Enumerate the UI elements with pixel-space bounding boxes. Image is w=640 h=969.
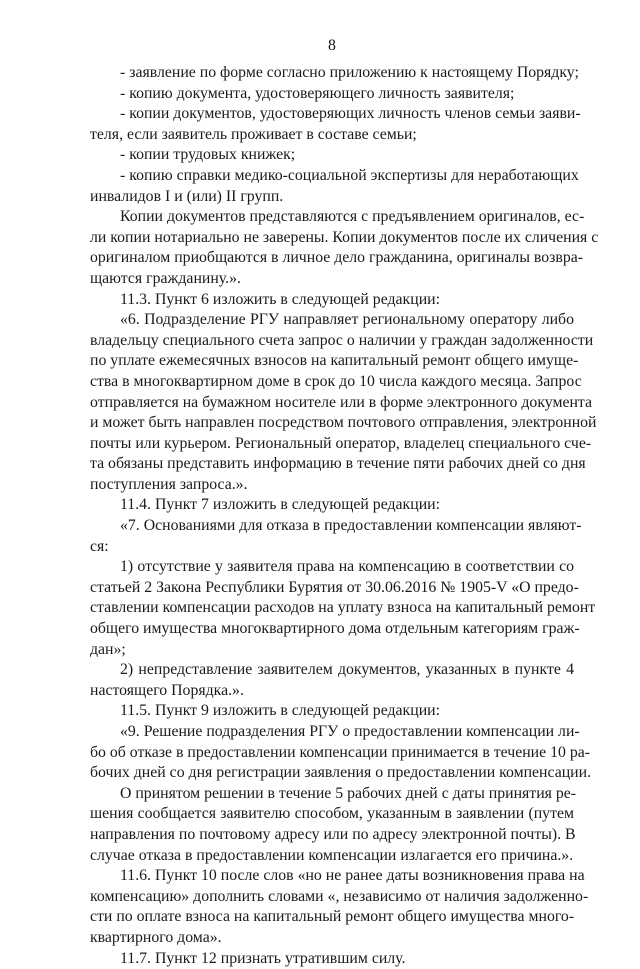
text-line: 11.5. Пункт 9 изложить в следующей редакции: <box>120 702 440 720</box>
text-line: владельцу специального счета запрос о наличии у граждан задолженности <box>90 331 594 349</box>
text-line: бо об отказе в предоставлении компенсации принимается в течение 10 ра- <box>90 743 591 761</box>
text-line: - копии документов, удостоверяющих личность членов семьи заяви- <box>120 105 581 123</box>
text-line: настоящего Порядка.». <box>90 681 244 699</box>
text-line: почты или курьером. Региональный оператор, владелец специального сче- <box>90 434 592 452</box>
text-line: шения сообщается заявителю способом, указанным в заявлении (путем <box>90 805 574 823</box>
text-line: - копии трудовых книжек; <box>120 146 296 164</box>
text-line: - копию справки медико-социальной экспертизы для неработающих <box>120 166 579 184</box>
text-line: 11.4. Пункт 7 изложить в следующей редакции: <box>120 496 440 514</box>
text-line: по уплате ежемесячных взносов на капитальный ремонт общего имуще- <box>90 352 579 370</box>
text-line: щаются гражданину.». <box>90 269 241 287</box>
text-line: - копию документа, удостоверяющего личность заявителя; <box>120 84 515 102</box>
text-line: «9. Решение подразделения РГУ о предоставлении компенсации ли- <box>120 723 580 740</box>
text-line: - заявление по форме согласно приложению к настоящему Порядку; <box>120 64 579 81</box>
text-line: дан»; <box>90 640 126 658</box>
text-line: та обязаны представить информацию в течение пяти рабочих дней со дня <box>90 455 586 473</box>
text-line: ставлении компенсации расходов на уплату взноса на капитальный ремонт <box>90 599 596 617</box>
text-line: статьей 2 Закона Республики Бурятия от 30.06.2016 № 1905-V «О предо- <box>90 578 579 596</box>
text-line: инвалидов I и (или) II групп. <box>90 187 284 205</box>
text-line: отправляется на бумажном носителе или в форме электронного документа <box>90 393 593 411</box>
text-line: случае отказа в предоставлении компенсации излагается его причина.». <box>90 846 574 864</box>
text-line: Копии документов представляются с предъявлением оригиналов, ес- <box>120 208 585 226</box>
text-line: «7. Основаниями для отказа в предоставлении компенсации являют- <box>120 517 582 535</box>
text-line: и может быть направлен посредством почтового отправления, электронной <box>90 414 597 432</box>
text-line: О принятом решении в течение 5 рабочих дней с даты принятия ре- <box>120 784 577 802</box>
text-line: поступления запроса.». <box>90 475 248 493</box>
text-line: оригиналом приобщаются в личное дело гражданина, оригиналы возвра- <box>90 249 583 267</box>
text-line: ли копии нотариально не заверены. Копии документов после их сличения с <box>90 228 599 246</box>
text-line: ства в многоквартирном доме в срок до 10 числа каждого месяца. Запрос <box>90 372 582 390</box>
text-line: направления по почтовому адресу или по адресу электронной почты). В <box>90 825 576 843</box>
text-line: 1) отсутствие у заявителя права на компенсацию в соответствии со <box>120 558 574 576</box>
text-line: бочих дней со дня регистрации заявления о предоставлении компенсации. <box>90 764 592 782</box>
text-line: 11.3. Пункт 6 изложить в следующей редакции: <box>120 290 440 308</box>
text-line: квартирного дома». <box>90 928 222 946</box>
text-line: «6. Подразделение РГУ направляет региональному оператору либо <box>120 311 574 329</box>
text-line: ся: <box>90 537 109 555</box>
text-line: компенсацию» дополнить словами «, независимо от наличия задолженно- <box>90 887 589 905</box>
text-line: 11.7. Пункт 12 признать утратившим силу. <box>120 949 406 967</box>
page-number: 8 <box>328 37 336 54</box>
text-line: сти по оплате взноса на капитальный ремонт общего имущества много- <box>90 908 575 926</box>
text-line: 11.6. Пункт 10 после слов «но не ранее даты возникновения права на <box>120 867 585 885</box>
text-line: теля, если заявитель проживает в составе семьи; <box>90 125 417 143</box>
document-body <box>90 63 599 969</box>
text-line: 2) непредставление заявителем документов, указанных в пункте 4 <box>120 661 574 679</box>
text-line: общего имущества многоквартирного дома отдельным категориям граж- <box>90 620 580 638</box>
